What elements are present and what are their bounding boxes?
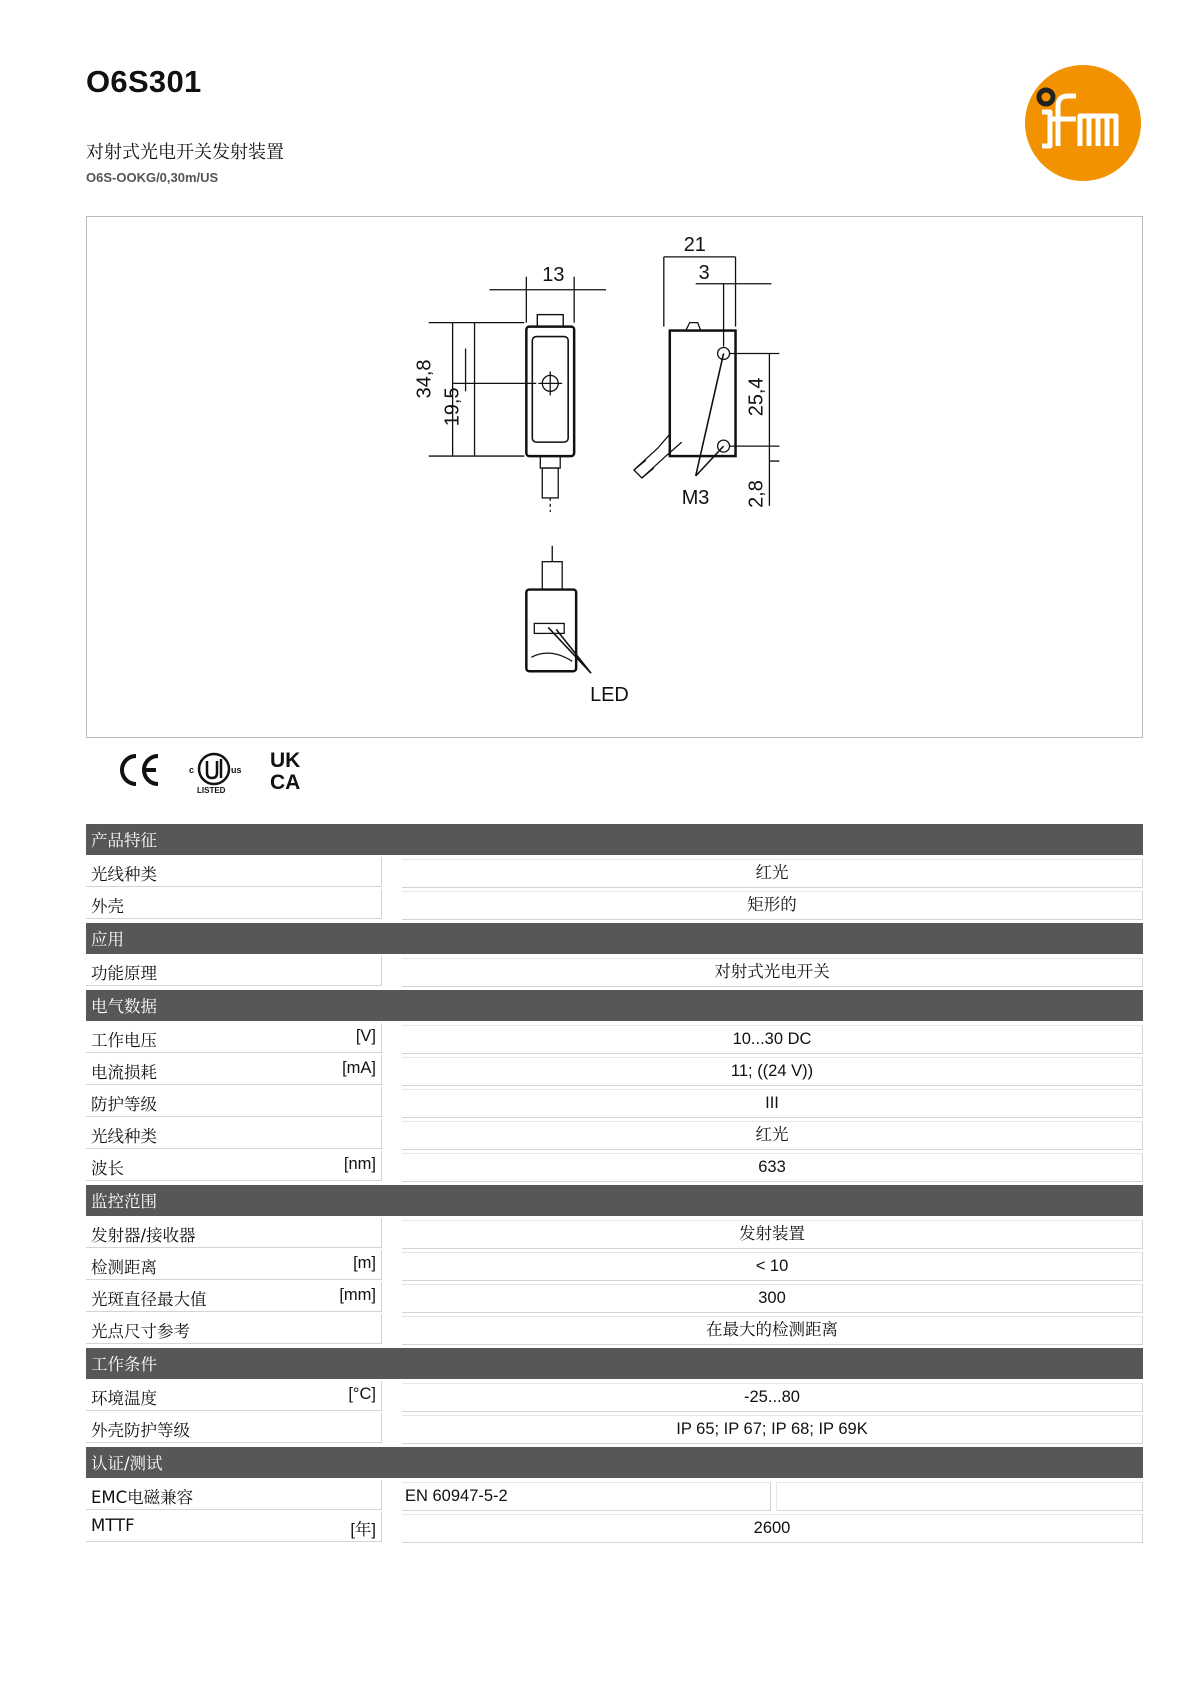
dim-25-4: 25,4: [745, 377, 768, 417]
spec-label: 环境温度: [91, 1389, 157, 1408]
spec-row: [86, 1149, 1143, 1181]
spec-row: [86, 1411, 1143, 1443]
spec-row: [86, 887, 1143, 919]
spec-value: 发射装置: [402, 1220, 1143, 1249]
spec-value: 矩形的: [402, 891, 1143, 920]
spec-label: 防护等级: [91, 1095, 157, 1114]
dim-21: 21: [683, 233, 706, 256]
ukca-mark: [270, 749, 300, 794]
dim-2-8: 2,8: [745, 480, 768, 508]
spec-value: 10...30 DC: [402, 1025, 1143, 1054]
spec-value: 红光: [402, 1121, 1143, 1150]
spec-unit: [mA]: [342, 1059, 376, 1077]
spec-label: 工作电压: [91, 1031, 157, 1050]
spec-value: 2600: [402, 1514, 1143, 1543]
spec-value: 对射式光电开关: [402, 958, 1143, 987]
spec-unit: [m]: [353, 1254, 376, 1272]
spec-row: [86, 1117, 1143, 1149]
spec-label-cell: [86, 1023, 382, 1053]
spec-unit: [°C]: [348, 1385, 376, 1403]
spec-label-cell: [86, 857, 382, 887]
section-header: 监控范围: [86, 1185, 1143, 1216]
spec-label: 光线种类: [91, 865, 157, 884]
spec-value-empty: [776, 1482, 1143, 1511]
spec-value: 红光: [402, 859, 1143, 888]
spec-label: 发射器/接收器: [91, 1226, 196, 1245]
spec-label-cell: [86, 1282, 382, 1312]
section-header: 认证/测试: [86, 1447, 1143, 1478]
specification-table: [86, 824, 1143, 1542]
spec-label: 外壳: [91, 897, 124, 916]
spec-label: MTTF: [91, 1516, 135, 1535]
spec-value: -25...80: [402, 1383, 1143, 1412]
spec-label-cell: [86, 1119, 382, 1149]
label-led: LED: [590, 684, 629, 707]
spec-value: < 10: [402, 1252, 1143, 1281]
spec-row: [86, 1053, 1143, 1085]
spec-row: [86, 1312, 1143, 1344]
spec-row: [86, 954, 1143, 986]
spec-label-cell: [86, 1413, 382, 1443]
spec-value: IP 65; IP 67; IP 68; IP 69K: [402, 1415, 1143, 1444]
dim-34-8: 34,8: [413, 359, 436, 399]
spec-row: [86, 1085, 1143, 1117]
spec-label-cell: [86, 1087, 382, 1117]
spec-label-cell: [86, 956, 382, 986]
spec-row: [86, 1216, 1143, 1248]
spec-value: EN 60947-5-2: [402, 1482, 771, 1511]
spec-value: 11; ((24 V)): [402, 1057, 1143, 1086]
spec-row: [86, 1280, 1143, 1312]
spec-label-cell: [86, 1512, 382, 1542]
spec-row: [86, 1510, 1143, 1542]
spec-value: 在最大的检测距离: [402, 1316, 1143, 1345]
svg-text:us: us: [231, 765, 242, 775]
spec-label: 电流损耗: [91, 1063, 157, 1082]
svg-text:c: c: [189, 765, 195, 775]
label-m3: M3: [681, 486, 710, 509]
dim-3: 3: [698, 261, 710, 284]
spec-label: 功能原理: [91, 964, 157, 983]
spec-label: 光线种类: [91, 1127, 157, 1146]
dim-13: 13: [542, 263, 565, 286]
product-title: O6S301: [86, 64, 202, 99]
ce-mark: [122, 756, 158, 784]
spec-row: [86, 1478, 1143, 1510]
spec-label: 波长: [91, 1159, 124, 1178]
spec-value: 300: [402, 1284, 1143, 1313]
spec-unit: [年]: [350, 1521, 376, 1539]
spec-row: [86, 1248, 1143, 1280]
spec-label-cell: [86, 1055, 382, 1085]
dimension-drawing: [86, 216, 1143, 738]
spec-value: III: [402, 1089, 1143, 1118]
spec-unit: [V]: [355, 1027, 376, 1045]
spec-label-cell: [86, 1314, 382, 1344]
article-code: O6S-OOKG/0,30m/US: [86, 170, 219, 185]
product-subtitle: 对射式光电开关发射装置: [86, 142, 284, 163]
spec-label: 检测距离: [91, 1258, 157, 1277]
svg-text:LISTED: LISTED: [197, 786, 226, 795]
dim-19-5: 19,5: [441, 387, 464, 427]
section-header: 产品特征: [86, 824, 1143, 855]
spec-label: 光点尺寸参考: [91, 1322, 190, 1341]
section-header: 工作条件: [86, 1348, 1143, 1379]
spec-value: 633: [402, 1153, 1143, 1182]
ifm-logo: [1024, 64, 1142, 182]
spec-row: [86, 855, 1143, 887]
spec-unit: [mm]: [339, 1286, 376, 1304]
svg-text:UK: UK: [270, 749, 301, 772]
spec-label-cell: [86, 1250, 382, 1280]
certification-marks: [110, 745, 340, 795]
spec-row: [86, 1379, 1143, 1411]
spec-unit: [nm]: [343, 1155, 376, 1173]
section-header: 应用: [86, 923, 1143, 954]
spec-label: 外壳防护等级: [91, 1421, 190, 1440]
spec-label: 光斑直径最大值: [91, 1290, 207, 1309]
spec-row: [86, 1021, 1143, 1053]
spec-label-cell: [86, 1381, 382, 1411]
spec-label-cell: [86, 889, 382, 919]
spec-label: EMC电磁兼容: [91, 1488, 194, 1507]
svg-text:CA: CA: [270, 771, 301, 794]
spec-label-cell: [86, 1151, 382, 1181]
section-header: 电气数据: [86, 990, 1143, 1021]
culus-listed-mark: [189, 754, 242, 795]
spec-label-cell: [86, 1218, 382, 1248]
spec-label-cell: [86, 1480, 382, 1510]
